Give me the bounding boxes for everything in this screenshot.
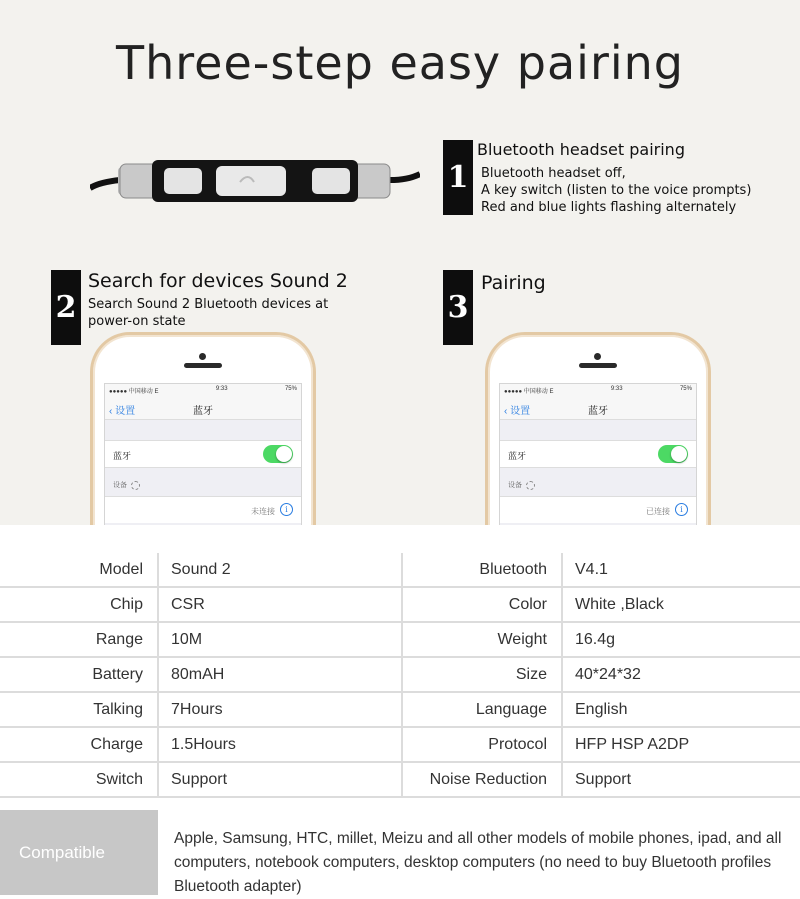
info-icon[interactable]: i [675, 503, 688, 516]
phone-screen [499, 383, 697, 525]
back-label: 设置 [115, 406, 136, 417]
devices-label: 设备 [508, 482, 522, 489]
back-label: 设置 [510, 406, 531, 417]
device-row[interactable] [105, 496, 301, 523]
nav-bar [105, 397, 301, 420]
device-status: 已连接 [646, 507, 670, 516]
carrier: ●●●●● 中国移动 E [504, 389, 554, 395]
devices-label: 设备 [113, 482, 127, 489]
device-status: 未连接 [251, 507, 275, 516]
spec-key: Language [402, 692, 562, 727]
step-2-number: 2 [51, 270, 81, 345]
spec-key: Switch [0, 762, 158, 797]
devices-header [508, 480, 535, 490]
step-1-number: 1 [443, 140, 473, 215]
speaker-icon [184, 363, 222, 368]
back-button[interactable]: ‹ 设置 [109, 406, 136, 417]
spec-key: Weight [402, 622, 562, 657]
spec-key: Bluetooth [402, 553, 562, 587]
spec-value: Support [562, 762, 800, 797]
info-icon[interactable]: i [280, 503, 293, 516]
bluetooth-row [500, 440, 696, 468]
spec-key: Noise Reduction [402, 762, 562, 797]
step-2-text [88, 296, 328, 330]
step-1-text [481, 165, 751, 216]
step-3-number: 3 [443, 270, 473, 345]
spec-table [0, 553, 800, 798]
phone-step-3 [485, 332, 711, 525]
spec-row [0, 727, 800, 762]
spec-row [0, 762, 800, 797]
spec-value: English [562, 692, 800, 727]
compatible-label: Compatible [0, 810, 158, 895]
clock: 9:33 [215, 386, 228, 392]
compatible-section [0, 810, 800, 895]
battery-level: 75% [284, 386, 297, 392]
spinner-icon [131, 481, 140, 490]
spec-value: White ,Black [562, 587, 800, 622]
bluetooth-label: 蓝牙 [508, 451, 527, 461]
spec-key: Color [402, 587, 562, 622]
spec-value: 16.4g [562, 622, 800, 657]
spec-value: 10M [158, 622, 402, 657]
speaker-icon [579, 363, 617, 368]
step-3-heading: Pairing [481, 272, 546, 294]
spec-key: Chip [0, 587, 158, 622]
spec-key: Size [402, 657, 562, 692]
clock: 9:33 [610, 386, 623, 392]
status-bar [105, 384, 301, 397]
compatible-text: Apple, Samsung, HTC, millet, Meizu and all other models of mobile phones, ipad, and all computers, notebook computers, desktop computers (no need to buy Bluetooth profiles Bluetooth adapter) [174, 830, 782, 895]
step-1-line: Red and blue lights flashing alternately [481, 200, 737, 215]
step-2-line: power-on state [88, 314, 186, 329]
bluetooth-toggle[interactable] [263, 445, 293, 463]
spec-key: Protocol [402, 727, 562, 762]
spec-row [0, 692, 800, 727]
battery-level: 75% [679, 386, 692, 392]
spec-key: Charge [0, 727, 158, 762]
page-title: Three-step easy pairing [116, 36, 684, 90]
camera-icon [199, 353, 206, 360]
phone-screen [104, 383, 302, 525]
headset-remote-icon [90, 150, 420, 210]
camera-icon [594, 353, 601, 360]
back-button[interactable]: ‹ 设置 [504, 406, 531, 417]
step-1-line: A key switch (listen to the voice prompts) [481, 183, 752, 198]
spec-value: HFP HSP A2DP [562, 727, 800, 762]
spec-value: V4.1 [562, 553, 800, 587]
spec-row [0, 587, 800, 622]
spec-value: 80mAH [158, 657, 402, 692]
spec-value: 1.5Hours [158, 727, 402, 762]
spec-row [0, 622, 800, 657]
spec-key: Talking [0, 692, 158, 727]
spec-key: Model [0, 553, 158, 587]
nav-bar [500, 397, 696, 420]
spec-key: Battery [0, 657, 158, 692]
nav-title: 蓝牙 [588, 406, 608, 417]
spec-key: Range [0, 622, 158, 657]
carrier: ●●●●● 中国移动 E [109, 389, 159, 395]
spec-value: 40*24*32 [562, 657, 800, 692]
device-row[interactable] [500, 496, 696, 523]
bluetooth-label: 蓝牙 [113, 451, 132, 461]
spinner-icon [526, 481, 535, 490]
spec-row [0, 553, 800, 587]
status-bar [500, 384, 696, 397]
devices-header [113, 480, 140, 490]
spec-value: Support [158, 762, 402, 797]
bluetooth-row [105, 440, 301, 468]
spec-value: 7Hours [158, 692, 402, 727]
step-1-line: Bluetooth headset off, [481, 166, 626, 181]
spec-row [0, 657, 800, 692]
spec-table-body [0, 553, 800, 797]
bluetooth-toggle[interactable] [658, 445, 688, 463]
phone-step-2 [90, 332, 316, 525]
spec-value: Sound 2 [158, 553, 402, 587]
step-2-heading: Search for devices Sound 2 [88, 270, 348, 292]
nav-title: 蓝牙 [193, 406, 213, 417]
step-1-heading: Bluetooth headset pairing [477, 140, 685, 159]
spec-value: CSR [158, 587, 402, 622]
step-2-line: Search Sound 2 Bluetooth devices at [88, 297, 329, 312]
